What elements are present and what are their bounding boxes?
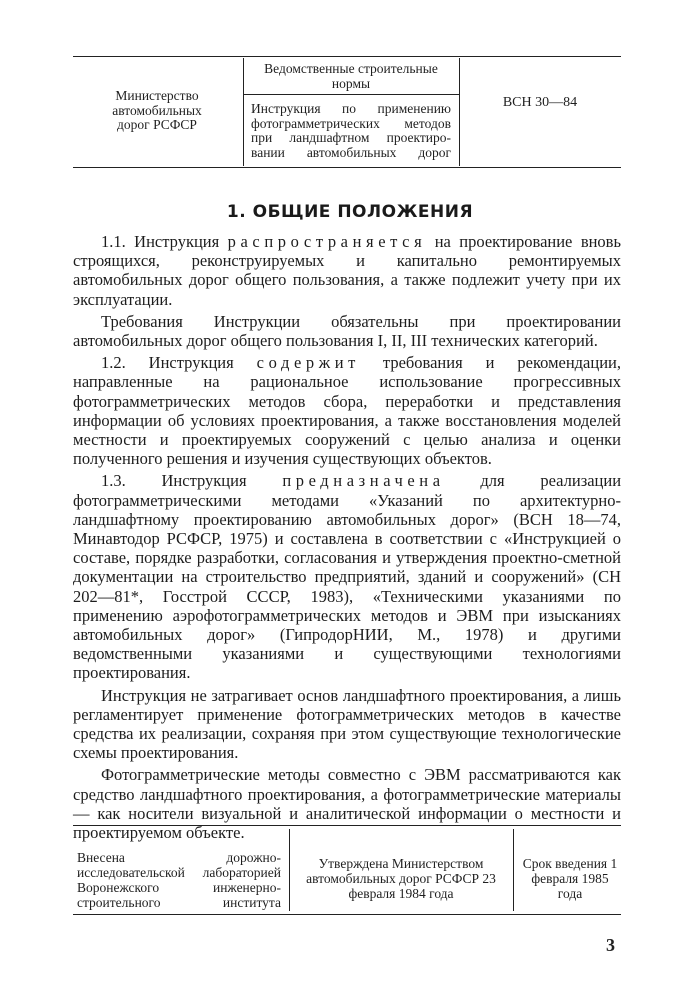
footer-table [73, 825, 621, 915]
header-divider-right [459, 58, 460, 166]
paragraph-1-1 [73, 232, 621, 309]
paragraph-1-2 [73, 353, 621, 468]
submitted-by: Внесена дорожно-исследовательской лабораторией Воронежского инженерно-строительного института [77, 850, 281, 910]
emphasized-word: содержит [256, 353, 360, 373]
body-text [73, 232, 621, 845]
header-divider-left [243, 58, 244, 166]
paragraph-methods: Фотограмметрические методы совместно с ЭВМ рассматриваются как средство ландшафтного проектирования, а фотограмметрические материалы — как носители визуальной и аналитической информации о местности и проектируемом объекте. [73, 765, 621, 843]
header-table [73, 56, 621, 168]
paragraph-requirements: Требования Инструкции обязательны при проектировании автомобильных дорог общего пользования I, II, III технических категорий. [73, 311, 621, 351]
section-title: 1. ОБЩИЕ ПОЛОЖЕНИЯ [226, 202, 474, 222]
clause-number: 1.3. Инструкция [101, 471, 247, 491]
footer-bottom-rule [73, 914, 621, 915]
header-bottom-rule [73, 167, 621, 168]
paragraph-text: требования и рекомендации, направленные на рациональное использование прогрессивных фотограмметрических методов сбора, переработки и представления информации об условиях проектирования, а также восстановления моделей местности и проектируемых сооружений с целью анализа и оценки полученного решения и изучения существующих объектов. [73, 353, 621, 469]
document-code: ВСН 30—84 [502, 95, 578, 110]
clause-number: 1.2. Инструкция [101, 353, 234, 373]
document-subject: Инструкция по применению фотограмметрических методов при ландшафтном проектиро- вании автомобильных дорог [251, 101, 451, 160]
approved-by: Утверждена Министерством автомобильных дорог РСФСР 23 февраля 1984 года [306, 856, 496, 901]
emphasized-word: распространяется [227, 232, 427, 251]
footer-top-rule [73, 825, 621, 826]
ministry-name: Министерство автомобильных дорог РСФСР [112, 88, 202, 132]
document-kind: Ведомственные строительные нормы [264, 61, 438, 91]
clause-number: 1.1. Инструкция [101, 232, 220, 251]
emphasized-word: предназначена [282, 471, 445, 491]
paragraph-1-3 [73, 471, 621, 682]
paragraph-text: на проектирование вновь строящихся, реконструируемых и капитально ремонтируемых автомобильных дорог общего пользования, а также подлежит учету при их эксплуатации. [73, 232, 622, 309]
paragraph-text: для реализации фотограмметрическими методами «Указаний по архитектурно-ландшафтному проектированию автомобильных дорог» (ВСН 18—74, Минавтодор РСФСР, 1975) и составлена в соответствии с «Инструкцией о составе, порядке разработки, согласования и утверждения проектно-сметной документации на строительство предприятий, зданий и сооружений» (СН 202—81*, Госстрой СССР, 1983), «Техническими указаниями по применению аэрофотограмметрических методов и ЭВМ при изысканиях автомобильных дорог» (ГипродорНИИ, М., 1978) и другими ведомственными указаниями и существующими технологиями проектирования. [73, 471, 622, 683]
footer-divider-right [513, 829, 514, 911]
header-inner-rule [244, 94, 459, 95]
effective-date: Срок введения 1 февраля 1985 года [522, 856, 618, 901]
footer-divider-left [289, 829, 290, 911]
paragraph-scope: Инструкция не затрагивает основ ландшафтного проектирования, а лишь регламентирует применение фотограмметрических методов в качестве средства их реализации, сохраняя при этом существующие технологические схемы проектирования. [73, 685, 621, 763]
header-top-rule [73, 56, 621, 57]
page-number: 3 [606, 935, 615, 955]
